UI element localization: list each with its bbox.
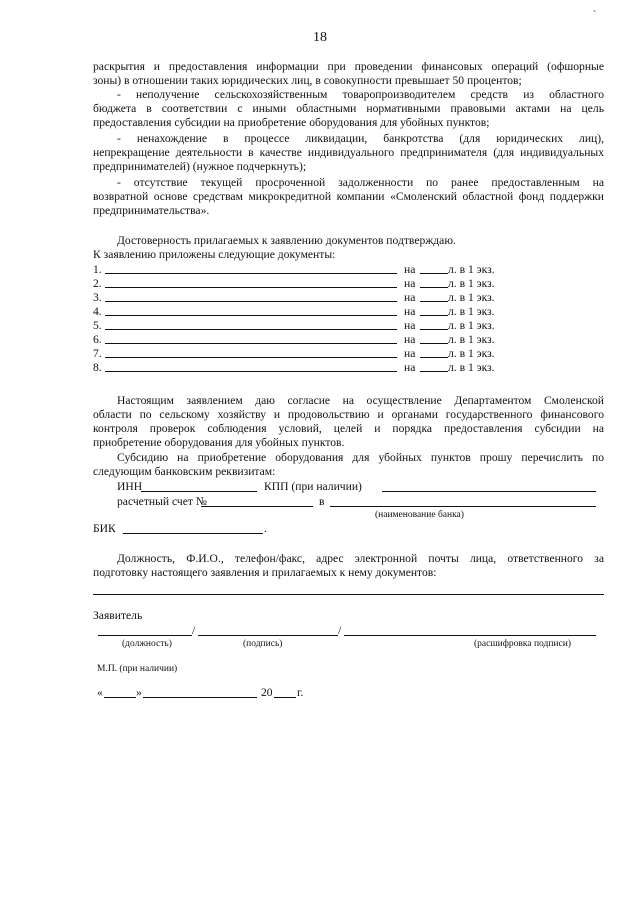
consent-line-3: контроля проверок соблюдения условий, целей и порядка предоставления субсидии на [93,422,604,435]
slash-2: / [338,624,342,637]
document-pages-field[interactable] [420,371,448,372]
document-copies-label: л. в 1 экз. [448,347,495,360]
inn-label: ИНН [117,480,143,493]
document-row [93,361,513,375]
condition-3-line-1: - отсутствие текущей просроченной задолженности по ранее предоставленным на [117,176,604,189]
document-number: 7. [93,347,102,360]
document-copies-label: л. в 1 экз. [448,263,495,276]
document-na-label: на [404,347,416,360]
date-close-quote: » [136,686,142,699]
day-field[interactable] [104,697,136,698]
subsidy-line-2: следующим банковским реквизитам: [93,465,276,478]
document-number: 4. [93,305,102,318]
document-pages-field[interactable] [420,315,448,316]
bik-label: БИК [93,522,116,535]
confirm-text: Достоверность прилагаемых к заявлению документов подтверждаю. [117,234,456,247]
document-na-label: на [404,277,416,290]
date-open-quote: « [97,686,103,699]
document-na-label: на [404,263,416,276]
document-name-field[interactable] [105,301,397,302]
document-na-label: на [404,305,416,318]
document-row [93,277,513,291]
document-pages-field[interactable] [420,357,448,358]
document-copies-label: л. в 1 экз. [448,319,495,332]
document-copies-label: л. в 1 экз. [448,291,495,304]
document-copies-label: л. в 1 экз. [448,277,495,290]
document-pages-field[interactable] [420,301,448,302]
consent-line-4: приобретение оборудования для убойных пунктов. [93,436,345,449]
document-na-label: на [404,291,416,304]
document-pages-field[interactable] [420,329,448,330]
account-label: расчетный счет № [117,495,207,508]
position-caption: (должность) [122,639,172,649]
document-na-label: на [404,361,416,374]
slash-1: / [192,624,196,637]
month-field[interactable] [143,697,257,698]
bik-end: . [264,522,267,535]
decoding-caption: (расшифровка подписи) [474,639,571,649]
corner-mark: ` [593,10,597,21]
document-name-field[interactable] [105,273,397,274]
document-number: 2. [93,277,102,290]
kpp-field[interactable] [382,491,596,492]
year-suffix: г. [297,686,304,699]
position-field[interactable] [98,635,192,636]
document-name-field[interactable] [105,287,397,288]
document-number: 8. [93,361,102,374]
bik-field[interactable] [123,533,263,534]
document-na-label: на [404,333,416,346]
consent-line-2: области по сельскому хозяйству и продовольствию и органами государственного финансового [93,408,604,421]
document-copies-label: л. в 1 экз. [448,361,495,374]
condition-1-line-2: бюджета в соответствии с иными областными нормативными правовыми актами на цель [93,102,604,115]
year-prefix: 20 [261,686,273,699]
document-copies-label: л. в 1 экз. [448,305,495,318]
document-row [93,305,513,319]
document-row [93,333,513,347]
document-number: 5. [93,319,102,332]
document-name-field[interactable] [105,329,397,330]
decoding-field[interactable] [344,635,596,636]
document-pages-field[interactable] [420,343,448,344]
document-name-field[interactable] [105,315,397,316]
kpp-label: КПП (при наличии) [264,480,362,493]
intro-line-2: зоны) в отношении таких юридических лиц, в совокупности превышает 50 процентов; [93,74,522,87]
document-row [93,347,513,361]
document-number: 6. [93,333,102,346]
condition-3-line-2: возвратной основе средствам микрокредитной компании «Смоленский областной фонд поддержки [93,190,604,203]
document-name-field[interactable] [105,371,397,372]
responsible-field[interactable] [93,594,604,595]
document-na-label: на [404,319,416,332]
intro-line-1: раскрытия и предоставления информации при проведении финансовых операций (офшорные [93,60,604,73]
page-number: 18 [313,30,327,45]
document-number: 3. [93,291,102,304]
condition-2-line-1: - ненахождение в процессе ликвидации, банкротства (для юридических лиц), [117,132,604,145]
applicant-label: Заявитель [93,609,143,622]
condition-2-line-2: непрекращение деятельности в качестве индивидуального предпринимателя (для индивидуальных [93,146,604,159]
document-row [93,319,513,333]
document-pages-field[interactable] [420,273,448,274]
inn-field[interactable] [141,491,257,492]
document-copies-label: л. в 1 экз. [448,333,495,346]
document-pages-field[interactable] [420,287,448,288]
signature-caption: (подпись) [243,639,283,649]
signature-field[interactable] [198,635,338,636]
subsidy-line-1: Субсидию на приобретение оборудования для убойных пунктов прошу перечислить по [117,451,604,464]
document-row [93,291,513,305]
document-number: 1. [93,263,102,276]
bank-in-label: в [319,495,325,508]
condition-2-line-3: предпринимателей) (нужное подчеркнуть); [93,160,307,173]
bank-name-field[interactable] [330,506,596,507]
attached-text: К заявлению приложены следующие документы: [93,248,336,261]
bank-name-caption: (наименование банка) [375,510,464,520]
condition-1-line-1: - неполучение сельскохозяйственным товаропроизводителем средств из областного [117,88,604,101]
year-field[interactable] [274,697,296,698]
stamp-label: М.П. (при наличии) [97,664,178,674]
consent-line-1: Настоящим заявлением даю согласие на осуществление Департаментом Смоленской [117,394,604,407]
account-field[interactable] [201,506,313,507]
condition-1-line-3: предоставления субсидии на приобретение оборудования для убойных пунктов; [93,116,490,129]
document-name-field[interactable] [105,343,397,344]
condition-3-line-3: предпринимательства». [93,204,210,217]
document-row [93,263,513,277]
responsible-line-2: подготовку настоящего заявления и прилагаемых к нему документов: [93,566,437,579]
responsible-line-1: Должность, Ф.И.О., телефон/факс, адрес электронной почты лица, ответственного за [117,552,604,565]
document-name-field[interactable] [105,357,397,358]
